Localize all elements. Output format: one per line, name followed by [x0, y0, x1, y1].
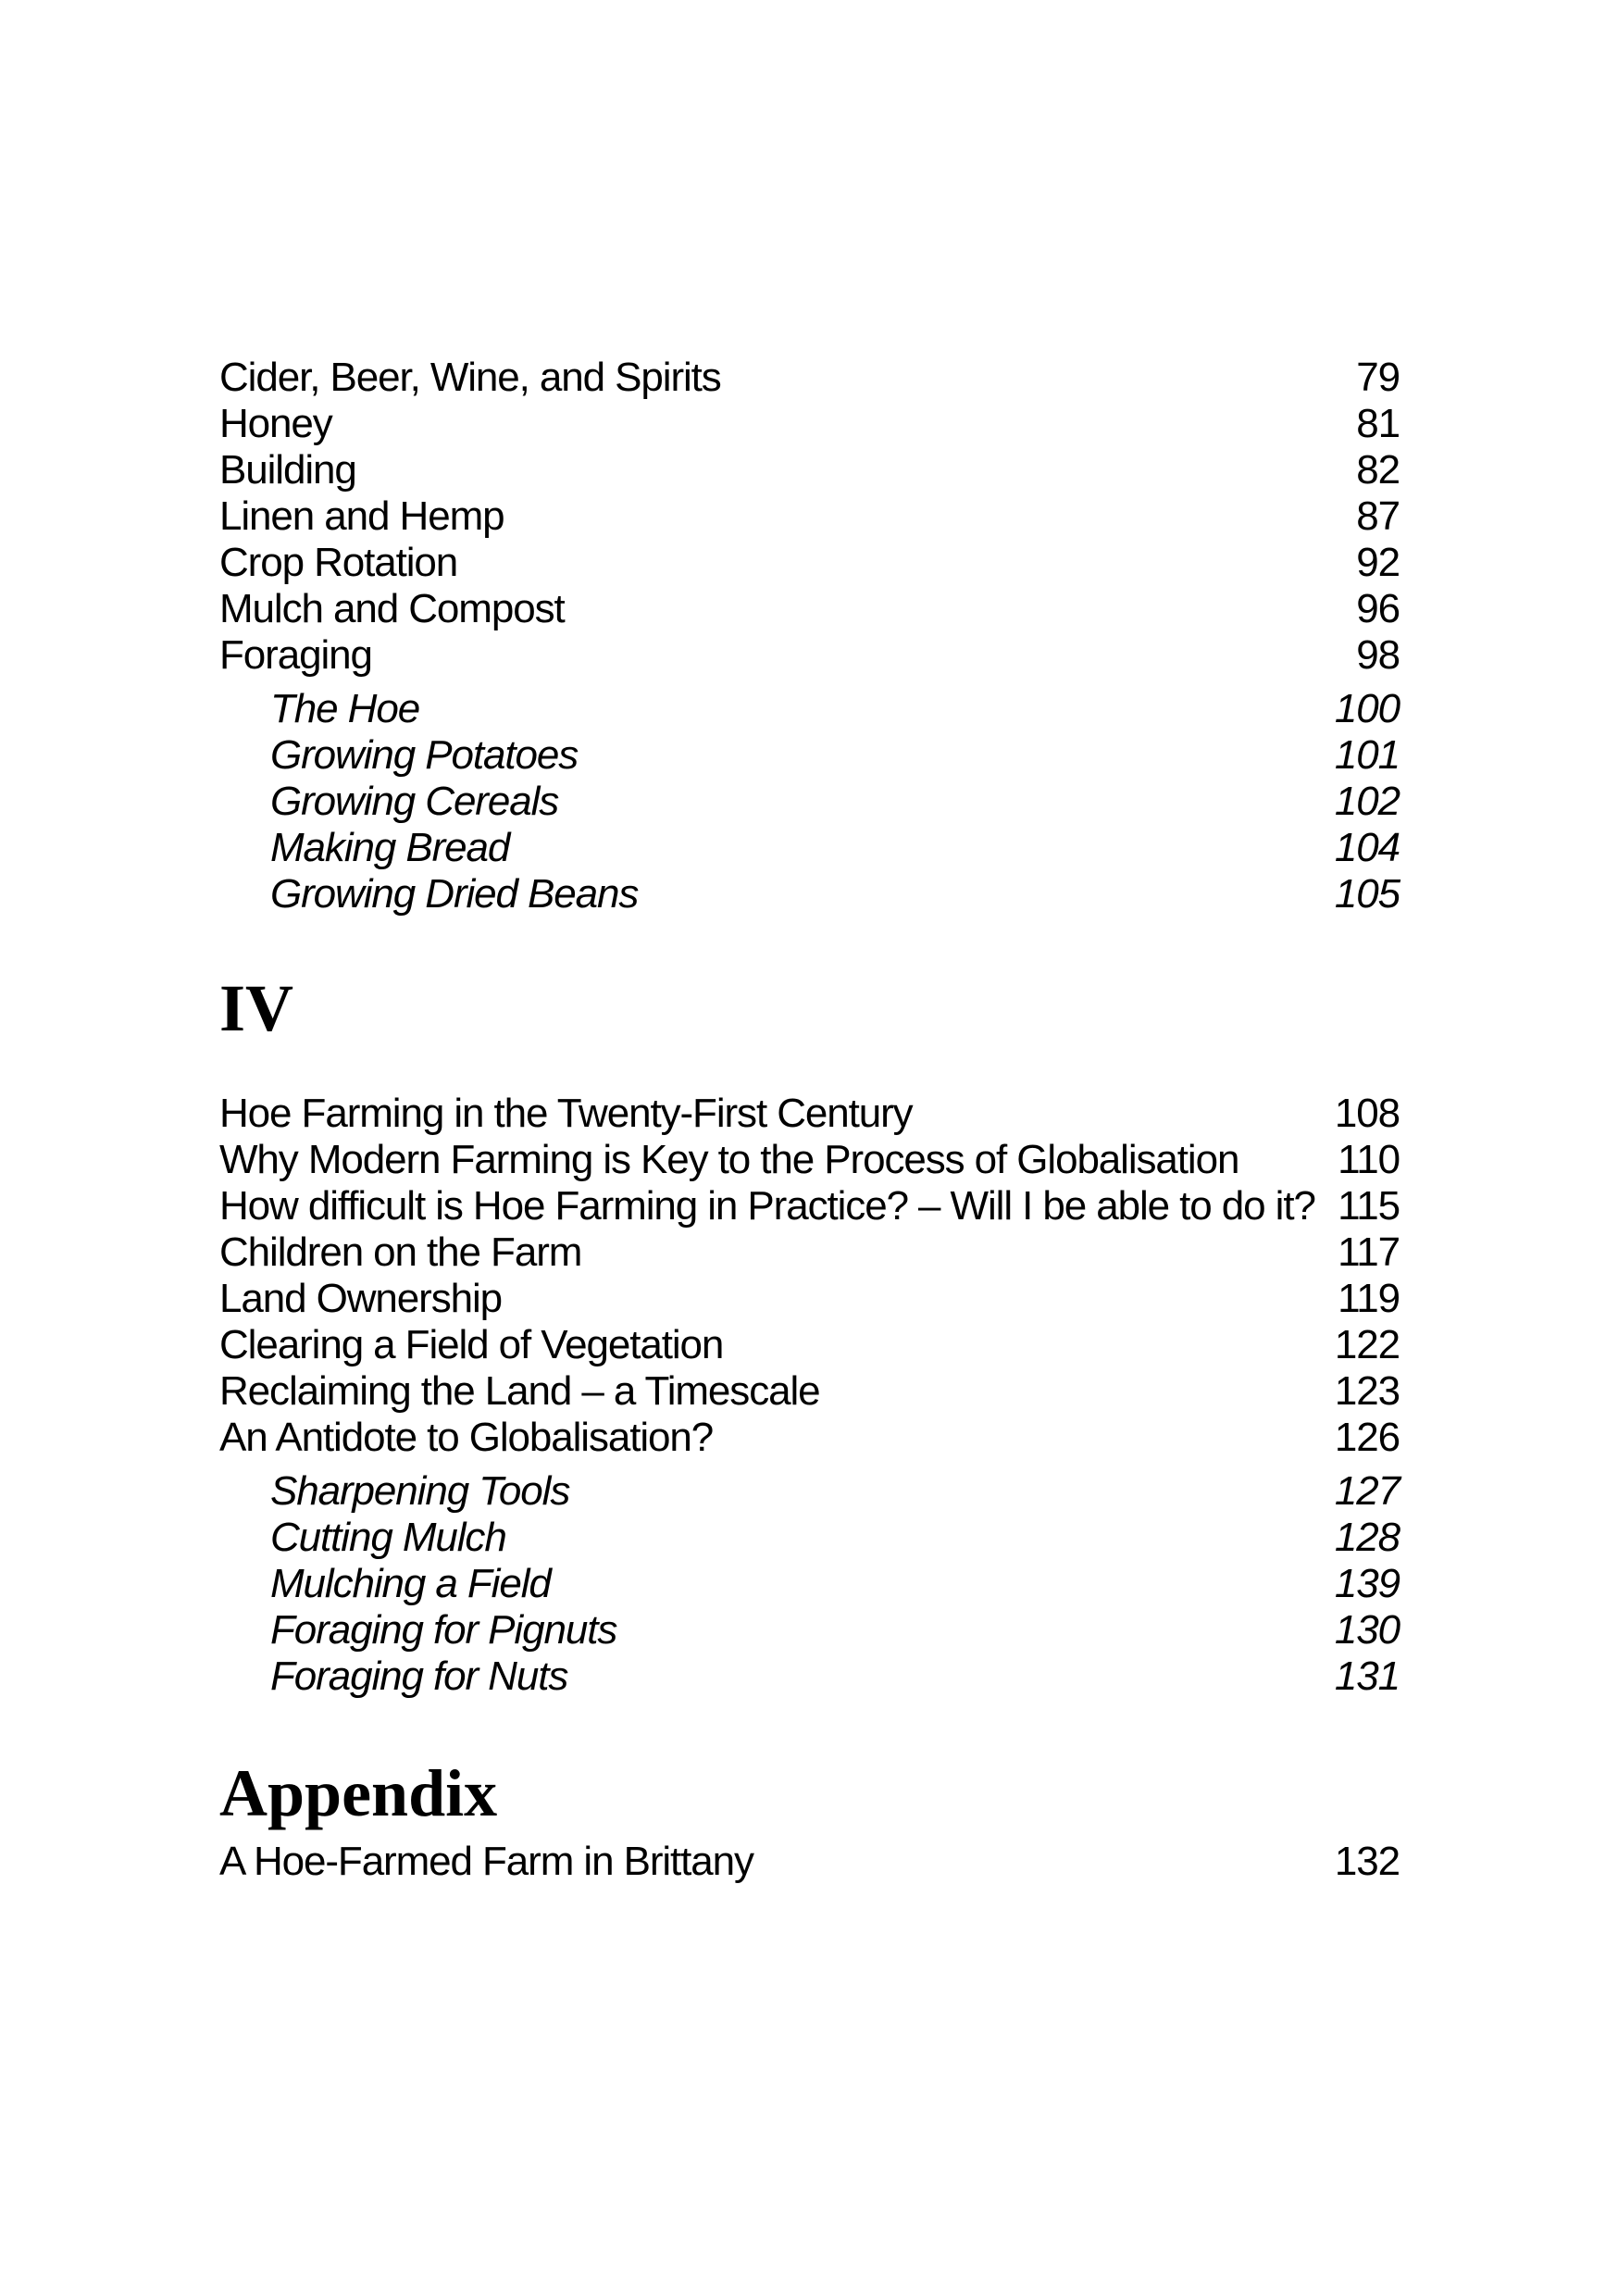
toc-entry-page-number: 98 [1356, 632, 1400, 678]
toc-entry-title: An Antidote to Globalisation? [219, 1415, 714, 1461]
toc-entry [219, 447, 1400, 493]
toc-sub-entry-page-number: 101 [1334, 732, 1400, 778]
toc-sub-entry-title: Mulching a Field [270, 1561, 551, 1607]
toc-entry-page-number: 117 [1338, 1229, 1400, 1276]
toc-sub-entry-title: Growing Dried Beans [270, 871, 639, 917]
toc-entry-title: Mulch and Compost [219, 586, 565, 631]
toc-entry-title: Land Ownership [219, 1276, 503, 1322]
toc-entry [219, 401, 1400, 447]
toc-sub-entry-title: Sharpening Tools [270, 1468, 570, 1515]
toc-sub-entry-title: Growing Potatoes [270, 732, 579, 778]
toc-sub-entry [219, 825, 1400, 871]
toc-section-iv [219, 970, 1400, 1700]
toc-entry-list [219, 1091, 1400, 1461]
toc-entry-title: Foraging [219, 632, 372, 678]
toc-entry-page-number: 132 [1334, 1839, 1400, 1885]
toc-entry-title: Clearing a Field of Vegetation [219, 1322, 724, 1368]
toc-entry-list [219, 355, 1400, 679]
toc-section-appendix [219, 1755, 1400, 1885]
toc-sub-entry-page-number: 105 [1334, 871, 1400, 917]
toc-sub-entry [219, 1607, 1400, 1653]
toc-entry [219, 1183, 1400, 1229]
toc-entry [219, 540, 1400, 586]
toc-sub-entry [219, 1515, 1400, 1561]
toc-entry-title: Hoe Farming in the Twenty-First Century [219, 1091, 913, 1137]
toc-entry [219, 1229, 1400, 1276]
toc-entry-title: Building [219, 447, 356, 493]
toc-entry-title: Honey [219, 401, 332, 446]
toc-sub-entry-page-number: 130 [1334, 1607, 1400, 1653]
toc-entry-page-number: 110 [1338, 1137, 1400, 1183]
toc-sub-entry-title: The Hoe [270, 686, 420, 731]
toc-sub-entry-page-number: 104 [1334, 825, 1400, 870]
toc-sub-entry-title: Foraging for Nuts [270, 1653, 568, 1700]
toc-entry-title: How difficult is Hoe Farming in Practice? – Will I be able to do it? [219, 1183, 1315, 1229]
toc-sub-entry-list [219, 686, 1400, 917]
toc-entry-page-number: 81 [1356, 401, 1400, 446]
toc-entry [219, 1322, 1400, 1368]
toc-entry [219, 1415, 1400, 1461]
toc-sub-entry-title: Growing Cereals [270, 779, 559, 824]
toc-entry-page-number: 122 [1334, 1322, 1400, 1368]
toc-sub-entry [219, 732, 1400, 779]
toc-entry [219, 1137, 1400, 1183]
toc-entry [219, 355, 1400, 401]
toc-sub-entry-page-number: 100 [1334, 686, 1400, 731]
toc-entry-title: A Hoe-Farmed Farm in Brittany [219, 1839, 753, 1885]
toc-entry-title: Reclaiming the Land – a Timescale [219, 1368, 820, 1415]
toc-entry-title: Why Modern Farming is Key to the Process of Globalisation [219, 1137, 1239, 1183]
toc-entry-page-number: 119 [1338, 1276, 1400, 1322]
toc-sub-entry-page-number: 128 [1334, 1515, 1400, 1561]
toc-sub-entry [219, 1653, 1400, 1700]
table-of-contents-page [219, 355, 1400, 1885]
toc-sub-entry-page-number: 102 [1334, 779, 1400, 824]
toc-sub-entry-list [219, 1468, 1400, 1700]
toc-entry-page-number: 108 [1334, 1091, 1400, 1137]
toc-section-front [219, 355, 1400, 917]
toc-sub-entry [219, 1561, 1400, 1607]
toc-entry [219, 1839, 1400, 1885]
section-heading-appendix: Appendix [219, 1756, 498, 1831]
toc-entry-page-number: 92 [1356, 540, 1400, 585]
toc-sub-entry [219, 686, 1400, 732]
toc-sub-entry [219, 1468, 1400, 1515]
toc-entry-list [219, 1839, 1400, 1885]
toc-sub-entry-title: Cutting Mulch [270, 1515, 506, 1561]
toc-entry [219, 493, 1400, 540]
toc-entry [219, 632, 1400, 679]
toc-sub-entry-page-number: 131 [1334, 1653, 1400, 1700]
toc-entry-page-number: 79 [1356, 355, 1400, 400]
toc-entry-title: Crop Rotation [219, 540, 458, 585]
toc-entry-page-number: 82 [1356, 447, 1400, 493]
toc-entry-title: Cider, Beer, Wine, and Spirits [219, 355, 721, 400]
toc-entry-page-number: 96 [1356, 586, 1400, 631]
toc-entry [219, 1276, 1400, 1322]
toc-entry [219, 586, 1400, 632]
toc-entry-page-number: 123 [1334, 1368, 1400, 1415]
toc-sub-entry-page-number: 127 [1334, 1468, 1400, 1515]
toc-entry-title: Linen and Hemp [219, 493, 504, 539]
toc-entry-page-number: 115 [1338, 1183, 1400, 1229]
toc-entry-page-number: 126 [1334, 1415, 1400, 1461]
toc-sub-entry-title: Making Bread [270, 825, 510, 870]
toc-entry [219, 1368, 1400, 1415]
section-heading-iv: IV [219, 971, 294, 1045]
toc-sub-entry [219, 871, 1400, 917]
toc-sub-entry [219, 779, 1400, 825]
toc-entry-title: Children on the Farm [219, 1229, 582, 1276]
toc-entry [219, 1091, 1400, 1137]
toc-entry-page-number: 87 [1356, 493, 1400, 539]
toc-sub-entry-page-number: 139 [1334, 1561, 1400, 1607]
toc-sub-entry-title: Foraging for Pignuts [270, 1607, 617, 1653]
